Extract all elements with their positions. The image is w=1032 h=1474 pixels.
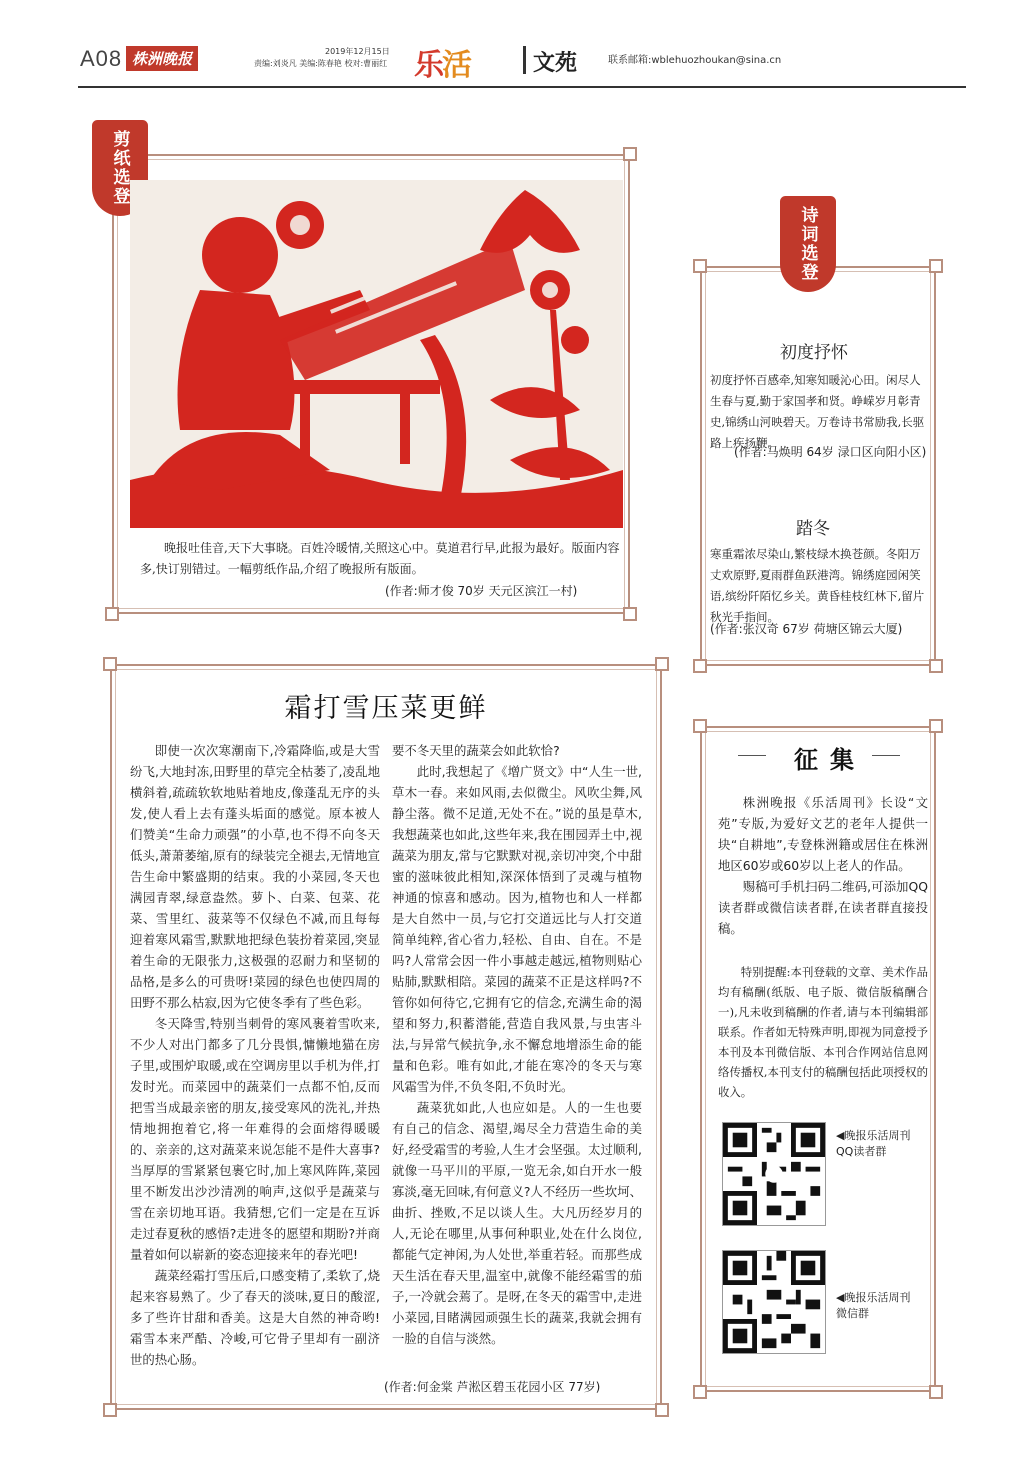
- poem-text: 初度抒怀百感牵,知寒知暖沁心田。闲尽人生春与夏,勤于家国孝和贤。峥嵘岁月彰青史,锦绣山河映碧天。万卷诗书常励我,长驱路上疾扬鞭。: [710, 373, 925, 450]
- page-header: [0, 0, 1032, 100]
- article-paragraph: 要不冬天里的蔬菜会如此软恰?: [392, 743, 560, 758]
- page-number: A08: [80, 46, 123, 71]
- article-title: 霜打雪压菜更鲜: [284, 693, 488, 724]
- article-author: (作者:何金棠 芦淞区碧玉花园小区 77岁): [384, 1380, 601, 1394]
- call-body: [718, 792, 928, 939]
- issue-date: 2019年12月15日: [325, 47, 390, 56]
- poems-seal: 诗词选登: [780, 196, 836, 292]
- article-paragraph: 此时,我想起了《增广贤文》中“人生一世,草木一春。来如风雨,去似微尘。风吹尘舞,风静尘落。微不足道,无处不在。”说的虽是草木,我想蔬菜也如此,这些年来,我在围园弄土中,视蔬菜为朋友,常与它默默对视,亲切冲突,个中甜蜜的滋味彼此相知,深深体悟到了灵魂与植物神通的惊喜和感动。因为,植物也和人一样都是大自然中一员,与它打交道远比与人打交道简单纯粹,省心省力,轻松、自由、自在。不是吗?人常常会因一件小事越走越远,植物则贴心贴肺,默默相陪。菜园的蔬菜不正是这样吗?不管你如何待它,它拥有它的信念,充满生命的渴望和努力,积蓄潜能,营造自我风景,与虫害斗法,与异常气候抗争,永不懈怠地增添生命的能量和色彩。唯有如此,才能在寒冷的冬天与寒风霜雪为伴,不负冬阳,不负时光。: [392, 764, 642, 1094]
- poem-author: (作者:张汉奇 67岁 荷塘区锦云大厦): [710, 622, 903, 636]
- wechat-group-label: ◀晚报乐活周刊微信群: [836, 1291, 911, 1320]
- article-paragraph: 冬天降雪,特别当刺骨的寒风裹着雪吹来,不少人对出门都多了几分畏惧,慵懒地猫在房子里,或围炉取暖,或在空调房里以手机为伴,打发时光。而菜园中的蔬菜们一点都不怕,反而把雪当成最亲密的朋友,接受寒风的洗礼,并热情地拥抱着它,将一年难得的会面熔得暖暖的、亲亲的,这对蔬菜来说怎能不是件大喜事?当厚厚的雪紧紧包裹它时,加上寒风阵阵,菜园里不断发出沙沙清冽的响声,这似乎是蔬菜与雪在亲切地耳语。我猜想,它们一定是在互诉走过春夏秋的感悟?走进冬的愿望和期盼?并商量着如何以崭新的姿态迎接来年的春光吧!: [130, 1016, 380, 1262]
- papercut-caption: 晚报吐佳音,天下大事晓。百姓冷暖情,关照这心中。莫道君行早,此报为最好。版面内容多,快订别错过。一幅剪纸作品,介绍了晚报所有版面。: [140, 541, 620, 576]
- logo-char-le: 乐: [414, 48, 442, 83]
- logo-char-huo: 活: [442, 48, 470, 83]
- contact-email: 联系邮箱:wblehuozhoukan@sina.cn: [608, 55, 782, 66]
- papercut-seal: 剪纸选登: [92, 120, 148, 216]
- article-paragraph: 蔬菜经霜打雪压后,口感变精了,柔软了,烧起来容易熟了。少了春天的淡味,夏日的酸涩,多了些许甘甜和香美。这是大自然的神奇哟!霜雪本来严酷、冷峻,可它骨子里却有一副济世的热心肠。: [130, 1268, 380, 1367]
- papercut-image: [130, 180, 623, 528]
- qq-group-label: ◀晚报乐活周刊QQ读者群: [836, 1129, 911, 1158]
- header-rule: [78, 86, 966, 88]
- article-column-2: [392, 740, 642, 1349]
- paper-name: 株洲晚报: [126, 46, 198, 71]
- call-title: 征集: [794, 745, 866, 774]
- call-paragraph: 株洲晚报《乐活周刊》长设“文苑”专版,为爱好文艺的老年人提供一块“自耕地”,专登株洲籍或居住在株洲地区60岁或60岁以上老人的作品。: [718, 795, 928, 873]
- qr-pattern-icon: [723, 1123, 825, 1225]
- poem-author: (作者:马焕明 64岁 渌口区向阳小区): [734, 445, 927, 459]
- wechat-group-qr-code[interactable]: [722, 1250, 826, 1354]
- poem-title: 初度抒怀: [780, 343, 848, 363]
- special-notice: 特别提醒:本刊登载的文章、美术作品均有稿酬(纸版、电子版、微信版稿酬合一),凡未收到稿酬的作者,请与本刊编辑部联系。作者如无特殊声明,即视为同意授予本刊及本刊微信版、本刊合作网站信息网络传播权,本刊支付的稿酬包括此项授权的收入。: [718, 965, 928, 1099]
- papercut-author: (作者:师才俊 70岁 天元区滨江一村): [385, 584, 578, 598]
- papercut-illustration: [130, 180, 623, 528]
- lehuo-logo: [414, 40, 470, 84]
- article-paragraph: 即使一次次寒潮南下,冷霜降临,或是大雪纷飞,大地封冻,田野里的草完全枯萎了,凌乱地横斜着,疏疏软软地贴着地皮,像蓬乱无序的头发,使人看上去有蓬头垢面的感觉。原本被人们赞美“生命力顽强”的小草,也不得不向冬天低头,萧萧萎缩,原有的绿装完全褪去,无情地宣告生命中繁盛期的结束。我的小菜园,冬天也满园青翠,绿意盎然。萝卜、白菜、包菜、花菜、雪里红、菠菜等不仅绿色不减,而且每每迎着寒风霜雪,默默地把绿色装扮着菜园,突显着生命的无限张力,这极强的忍耐力和坚韧的品格,是多么的可贵呀!菜园的绿色也使四周的田野不那么枯寂,因为它使冬季有了些色彩。: [130, 743, 380, 1010]
- poem-text: 寒重霜浓尽染山,繁枝绿木换苍颜。冬阳万丈欢原野,夏雨群鱼跃港湾。锦绣庭园闲笑语,缤纷阡陌忆乡关。黄昏桂枝红林下,留片秋光手指间。: [710, 547, 925, 624]
- editors-line: 责编:刘炎凡 美编:陈春艳 校对:曹丽红: [254, 59, 388, 68]
- qr-pattern-icon: [723, 1251, 825, 1353]
- section-name: 文苑: [533, 51, 578, 76]
- qq-group-qr-code[interactable]: [722, 1122, 826, 1226]
- article-column-1: [130, 740, 380, 1370]
- call-paragraph: 赐稿可手机扫码二维码,可添加QQ读者群或微信读者群,在读者群直接投稿。: [718, 879, 928, 936]
- article-paragraph: 蔬菜犹如此,人也应如是。人的一生也要有自己的信念、渴望,竭尽全力营造生命的美好,经受霜雪的考验,人生才会坚强。太过顺利,就像一马平川的平原,一览无余,如白开水一般寡淡,毫无回味,有何意义?人不经历一些坎坷、曲折、挫败,不足以谈人生。大凡历经岁月的人,无论在哪里,从事何种职业,处在什么岗位,都能气定神闲,为人处世,举重若轻。而那些成天生活在春天里,温室中,就像不能经霜雪的茄子,一冷就会蔫了。是呀,在冬天的霜雪中,走进小菜园,目睹满园顽强生长的蔬菜,我就会拥有一脸的自信与淡然。: [392, 1100, 642, 1346]
- title-ornament-right: [872, 755, 900, 756]
- header-divider: [523, 46, 526, 74]
- poem-title: 踏冬: [796, 519, 830, 539]
